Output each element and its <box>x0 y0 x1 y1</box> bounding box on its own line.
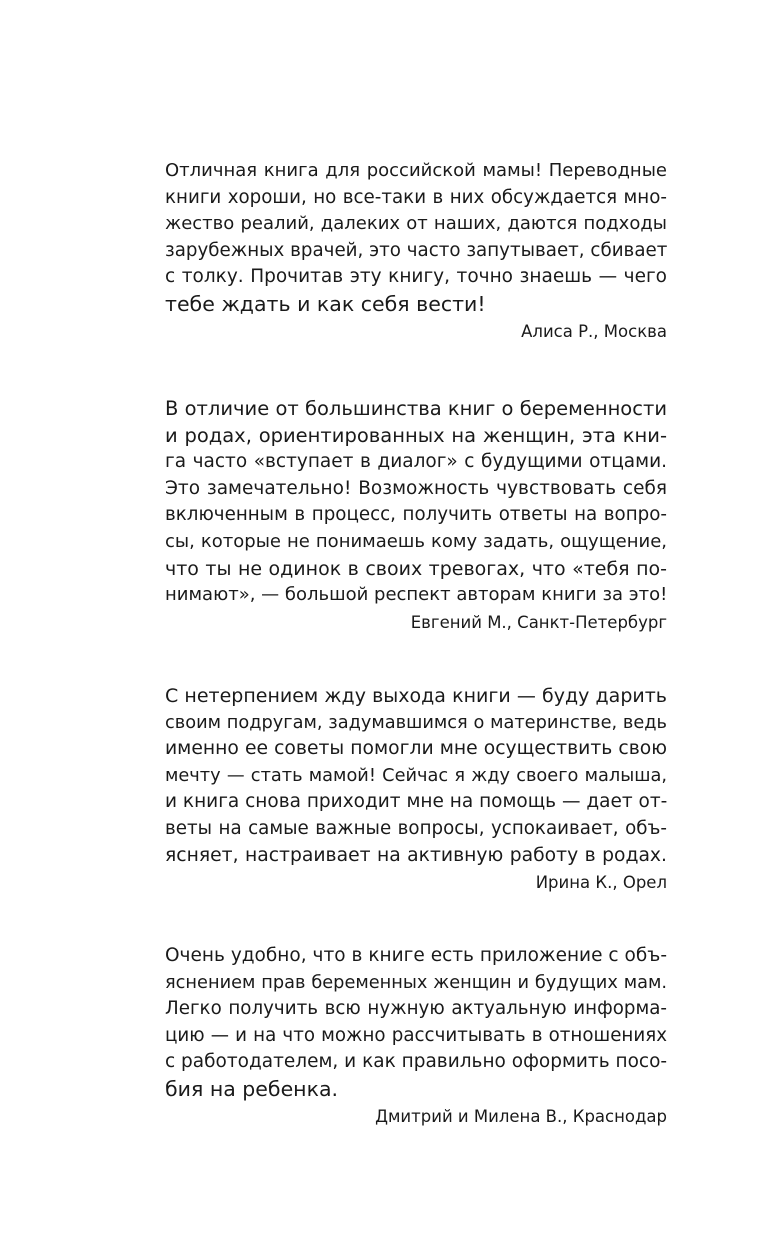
review-text-line: и книга снова приходит мне на помощь — дает от- <box>165 791 668 813</box>
review-1 <box>165 158 667 343</box>
review-text-line: своим подругам, задумавшимся о материнстве, ведь <box>165 712 667 733</box>
review-text-line: нимают», — большой респект авторам книги за это! <box>165 584 668 606</box>
review-author: Евгений М., Санкт-Петербург <box>410 612 667 632</box>
review-text-line: яснением прав беременных женщин и будущих мам. <box>165 972 667 993</box>
review-author: Дмитрий и Милена В., Краснодар <box>375 1106 667 1126</box>
review-text-line: мечту — стать мамой! Сейчас я жду своего малыша, <box>165 765 667 786</box>
review-text-line: тебе ждать и как себя вести! <box>165 291 486 316</box>
review-text-line: зарубежных врачей, это часто запутывает, сбивает <box>165 239 668 261</box>
review-text-line: В отличие от большинства книг о беременности <box>165 397 667 420</box>
review-text-line: именно ее советы помогли мне осуществить свою <box>165 738 667 760</box>
review-text-line: цию — и на что можно рассчитывать в отношениях <box>165 1024 667 1046</box>
review-text-line: Легко получить всю нужную актуальную информа- <box>165 998 667 1020</box>
review-author: Алиса Р., Москва <box>521 321 667 341</box>
review-author: Ирина К., Орел <box>535 873 667 893</box>
review-text-line: с работодателем, и как правильно оформить посо- <box>165 1051 668 1073</box>
review-text-line: Отличная книга для российской мамы! Переводные <box>165 160 667 181</box>
review-text-line: с толку. Прочитав эту книгу, точно знаешь — чего <box>165 266 667 288</box>
review-3 <box>165 683 667 894</box>
review-text-line: га часто «вступает в диалог» с будущими отцами. <box>165 451 667 473</box>
review-text-line: что ты не одинок в своих тревогах, что «тебя по- <box>165 557 667 580</box>
review-text-line: книги хороши, но все-таки в них обсуждается мно- <box>165 186 667 208</box>
review-text-line: ясняет, настраивает на активную работу в родах. <box>165 844 667 866</box>
review-text-line: Это замечательно! Возможность чувствовать себя <box>165 477 667 499</box>
review-text-line: жество реалий, далеких от наших, даются подходы <box>165 213 667 235</box>
review-4 <box>165 943 667 1128</box>
review-text-line: и родах, ориентированных на женщин, эта кни- <box>165 423 667 447</box>
review-text-line: включенным в процесс, получить ответы на вопро- <box>165 504 667 526</box>
review-text-line: С нетерпением жду выхода книги — буду дарить <box>165 685 667 707</box>
review-text-line: сы, которые не понимаешь кому задать, ощущение, <box>165 530 667 552</box>
review-2 <box>165 396 667 634</box>
review-text-line: веты на самые важные вопросы, успокаивает, объ- <box>165 817 667 839</box>
review-text-line: Очень удобно, что в книге есть приложение с объ- <box>165 945 667 966</box>
review-text-line: бия на ребенка. <box>165 1076 339 1101</box>
